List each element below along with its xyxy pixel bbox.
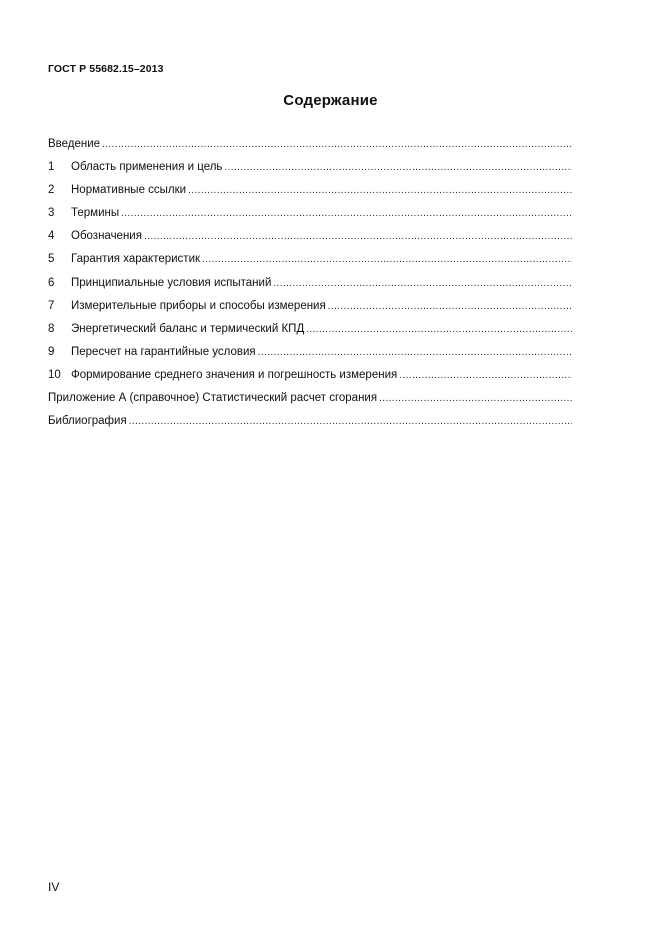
toc-entry-number: 1 xyxy=(48,161,55,174)
toc-entry-5[interactable] xyxy=(48,253,572,276)
toc-leader-dots xyxy=(188,184,572,196)
toc-leader-dots xyxy=(379,392,572,404)
toc-entry-label: Область применения и цель xyxy=(71,161,223,174)
toc-leader-dots xyxy=(121,207,572,219)
toc-leader-dots xyxy=(306,323,572,335)
toc-leader-dots xyxy=(328,300,572,312)
toc-entry-label: Приложение А (справочное) Статистический расчет сгорания xyxy=(48,392,378,405)
toc-leader-dots xyxy=(258,346,572,358)
toc-entry-label: Гарантия характеристик xyxy=(71,253,201,266)
toc-entry-label: Пересчет на гарантийные условия xyxy=(71,345,256,358)
toc-entry-label: Принципиальные условия испытаний xyxy=(71,276,272,289)
toc-entry-number: 4 xyxy=(48,230,55,243)
toc-entry-number: 7 xyxy=(48,299,55,312)
toc-entry-10[interactable] xyxy=(48,369,572,392)
standard-code: ГОСТ Р 55682.15–2013 xyxy=(48,63,164,75)
toc-entry-number: 5 xyxy=(48,253,55,266)
toc-entry-6[interactable] xyxy=(48,277,572,300)
toc-entry-label: Энергетический баланс и термический КПД xyxy=(71,322,305,335)
toc-leader-dots xyxy=(273,277,572,289)
toc-entry-appendix-a[interactable] xyxy=(48,392,572,415)
toc-entry-number: 9 xyxy=(48,345,55,358)
toc-leader-dots xyxy=(129,415,572,427)
toc-entry-4[interactable] xyxy=(48,230,572,253)
table-of-contents xyxy=(48,138,572,438)
toc-entry-number: 10 xyxy=(48,368,61,381)
toc-leader-dots xyxy=(399,369,572,381)
toc-entry-label: Термины xyxy=(71,207,120,220)
toc-entry-label: Формирование среднего значения и погрешность измерения xyxy=(71,368,398,381)
toc-entry-2[interactable] xyxy=(48,184,572,207)
toc-entry-label: Нормативные ссылки xyxy=(71,184,187,197)
toc-entry-3[interactable] xyxy=(48,207,572,230)
toc-entry-label: Обозначения xyxy=(71,230,142,243)
toc-entry-bibliography[interactable] xyxy=(48,415,572,438)
toc-entry-number: 6 xyxy=(48,276,55,289)
toc-leader-dots xyxy=(144,230,572,242)
toc-entry-label: Измерительные приборы и способы измерения xyxy=(71,299,326,312)
toc-entry-9[interactable] xyxy=(48,346,572,369)
toc-entry-label: Введение xyxy=(48,138,101,150)
toc-entry-number: 3 xyxy=(48,207,55,220)
page-number: IV xyxy=(48,880,60,894)
toc-entry-number: 8 xyxy=(48,322,55,335)
toc-entry-7[interactable] xyxy=(48,300,572,323)
toc-entry-label: Библиография xyxy=(48,415,127,428)
toc-leader-dots xyxy=(202,253,572,265)
toc-title: Содержание xyxy=(283,92,378,109)
toc-leader-dots xyxy=(102,138,572,150)
toc-entry-number: 2 xyxy=(48,184,55,197)
toc-entry-8[interactable] xyxy=(48,323,572,346)
toc-leader-dots xyxy=(224,161,572,173)
toc-entry-1[interactable] xyxy=(48,161,572,184)
toc-entry-introduction[interactable] xyxy=(48,138,572,161)
